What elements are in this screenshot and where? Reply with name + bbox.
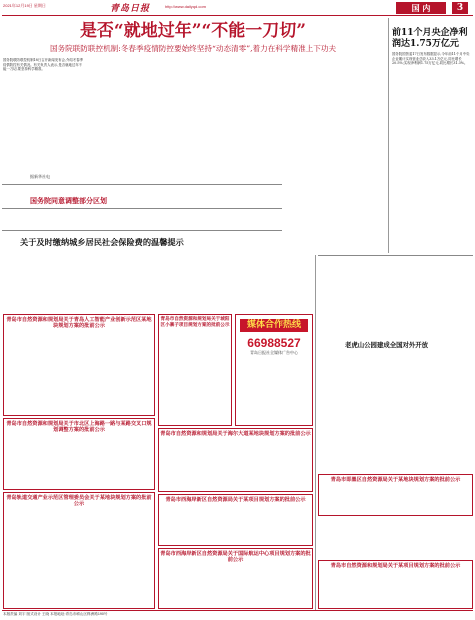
notice-title: 青岛市自然资源和规划局关于青岛人工智能产业创新示范区某地块规划方案的批前公示	[6, 317, 152, 330]
section-label: 国 内	[396, 2, 446, 14]
story-4-body	[320, 350, 470, 470]
notice-title: 青岛市自然资源和规划局关于海尔大道某地块规划方案的批前公示	[160, 431, 311, 437]
story-3-body	[3, 250, 143, 305]
lead-body-col1: 国务院联防联控机制18日召开新闻发布会,介绍冬春季疫情防控有关情况。有关负责人表示,是否就地过年不能一刀切,要坚持科学精准。	[3, 58, 83, 72]
right-column-text	[320, 258, 470, 336]
ad-phone: 66988527	[247, 336, 301, 350]
right-notice-1	[318, 474, 473, 516]
masthead-rule	[2, 15, 473, 16]
notice-box-5	[3, 492, 155, 609]
side-story-headline: 前11个月央企净利润达1.75万亿元	[392, 28, 468, 49]
story-4-headline: 老虎山公园建成全国对外开放	[345, 341, 429, 349]
notice-box-1	[3, 314, 155, 416]
lead-caption: 据新华社电	[30, 174, 50, 179]
story-2-headline: 国务院同意调整部分区划	[30, 196, 107, 205]
newspaper-logo: 青岛日报	[110, 4, 151, 14]
story-3-headline: 关于及时缴纳城乡居民社会保险费的温馨提示	[20, 237, 184, 247]
ad-title: 媒体合作热线	[240, 319, 308, 332]
notice-box-2	[158, 314, 232, 426]
ad-box	[235, 314, 313, 426]
notice-title: 青岛市西海岸新区自然资源局关于某项目规划方案的批前公示	[165, 497, 306, 503]
lead-headline: 是否“就地过年”“不能一刀切”	[79, 21, 307, 41]
notice-title: 青岛市自然资源和规划局关于城阳区小寨子项目规划方案的批前公示	[160, 317, 230, 328]
lead-body-col3	[180, 58, 280, 178]
notice-title: 青岛市自然资源和规划局关于市北区上海路一路与某路交叉口规划调整方案的批前公示	[6, 421, 152, 434]
notice-box-3	[3, 418, 155, 490]
notice-box-6	[158, 494, 313, 546]
site-url: http://www.dailyqd.com	[165, 4, 206, 9]
story-3-body-2	[148, 250, 268, 305]
page-number: 3	[452, 2, 468, 14]
lead-subhead: 国务院联防联控机制:冬春季疫情防控要始终坚持“动态清零”,着力在科学精准上下功夫	[49, 44, 337, 53]
lead-body-col2	[86, 58, 176, 178]
right-notice-2	[318, 560, 473, 609]
notice-box-4	[158, 428, 313, 492]
date-line: 2021年12月19日 星期日	[3, 3, 46, 8]
notice-title: 青岛市自然资源和规划局关于某项目规划方案的批前公示	[330, 563, 461, 569]
notice-title: 青岛市西海岸新区自然资源局关于国际航运中心项目规划方案的批前公示	[160, 551, 311, 564]
notice-title: 青岛市即墨区自然资源局关于某地块规划方案的批前公示	[330, 477, 461, 483]
footer-credit: 本版责编 刘宇 版式设计 王晓 本报地址:青岛市崂山区株洲路190号	[3, 612, 108, 616]
notice-title: 青岛轨道交通产业示范区管理委员会关于某地块规划方案的批前公示	[6, 495, 152, 508]
ad-sub: 青岛日报社全媒体广告中心	[250, 350, 298, 355]
lead-body-col4	[284, 58, 384, 238]
side-story-body: 国务院国资委17日发布数据显示,今年前11个月中央企业累计实现营业总收入33.1万亿元,同比增长20.5%;实现净利润1.75万亿元,同比增长31.3%。	[392, 52, 470, 66]
notice-box-7	[158, 548, 313, 609]
